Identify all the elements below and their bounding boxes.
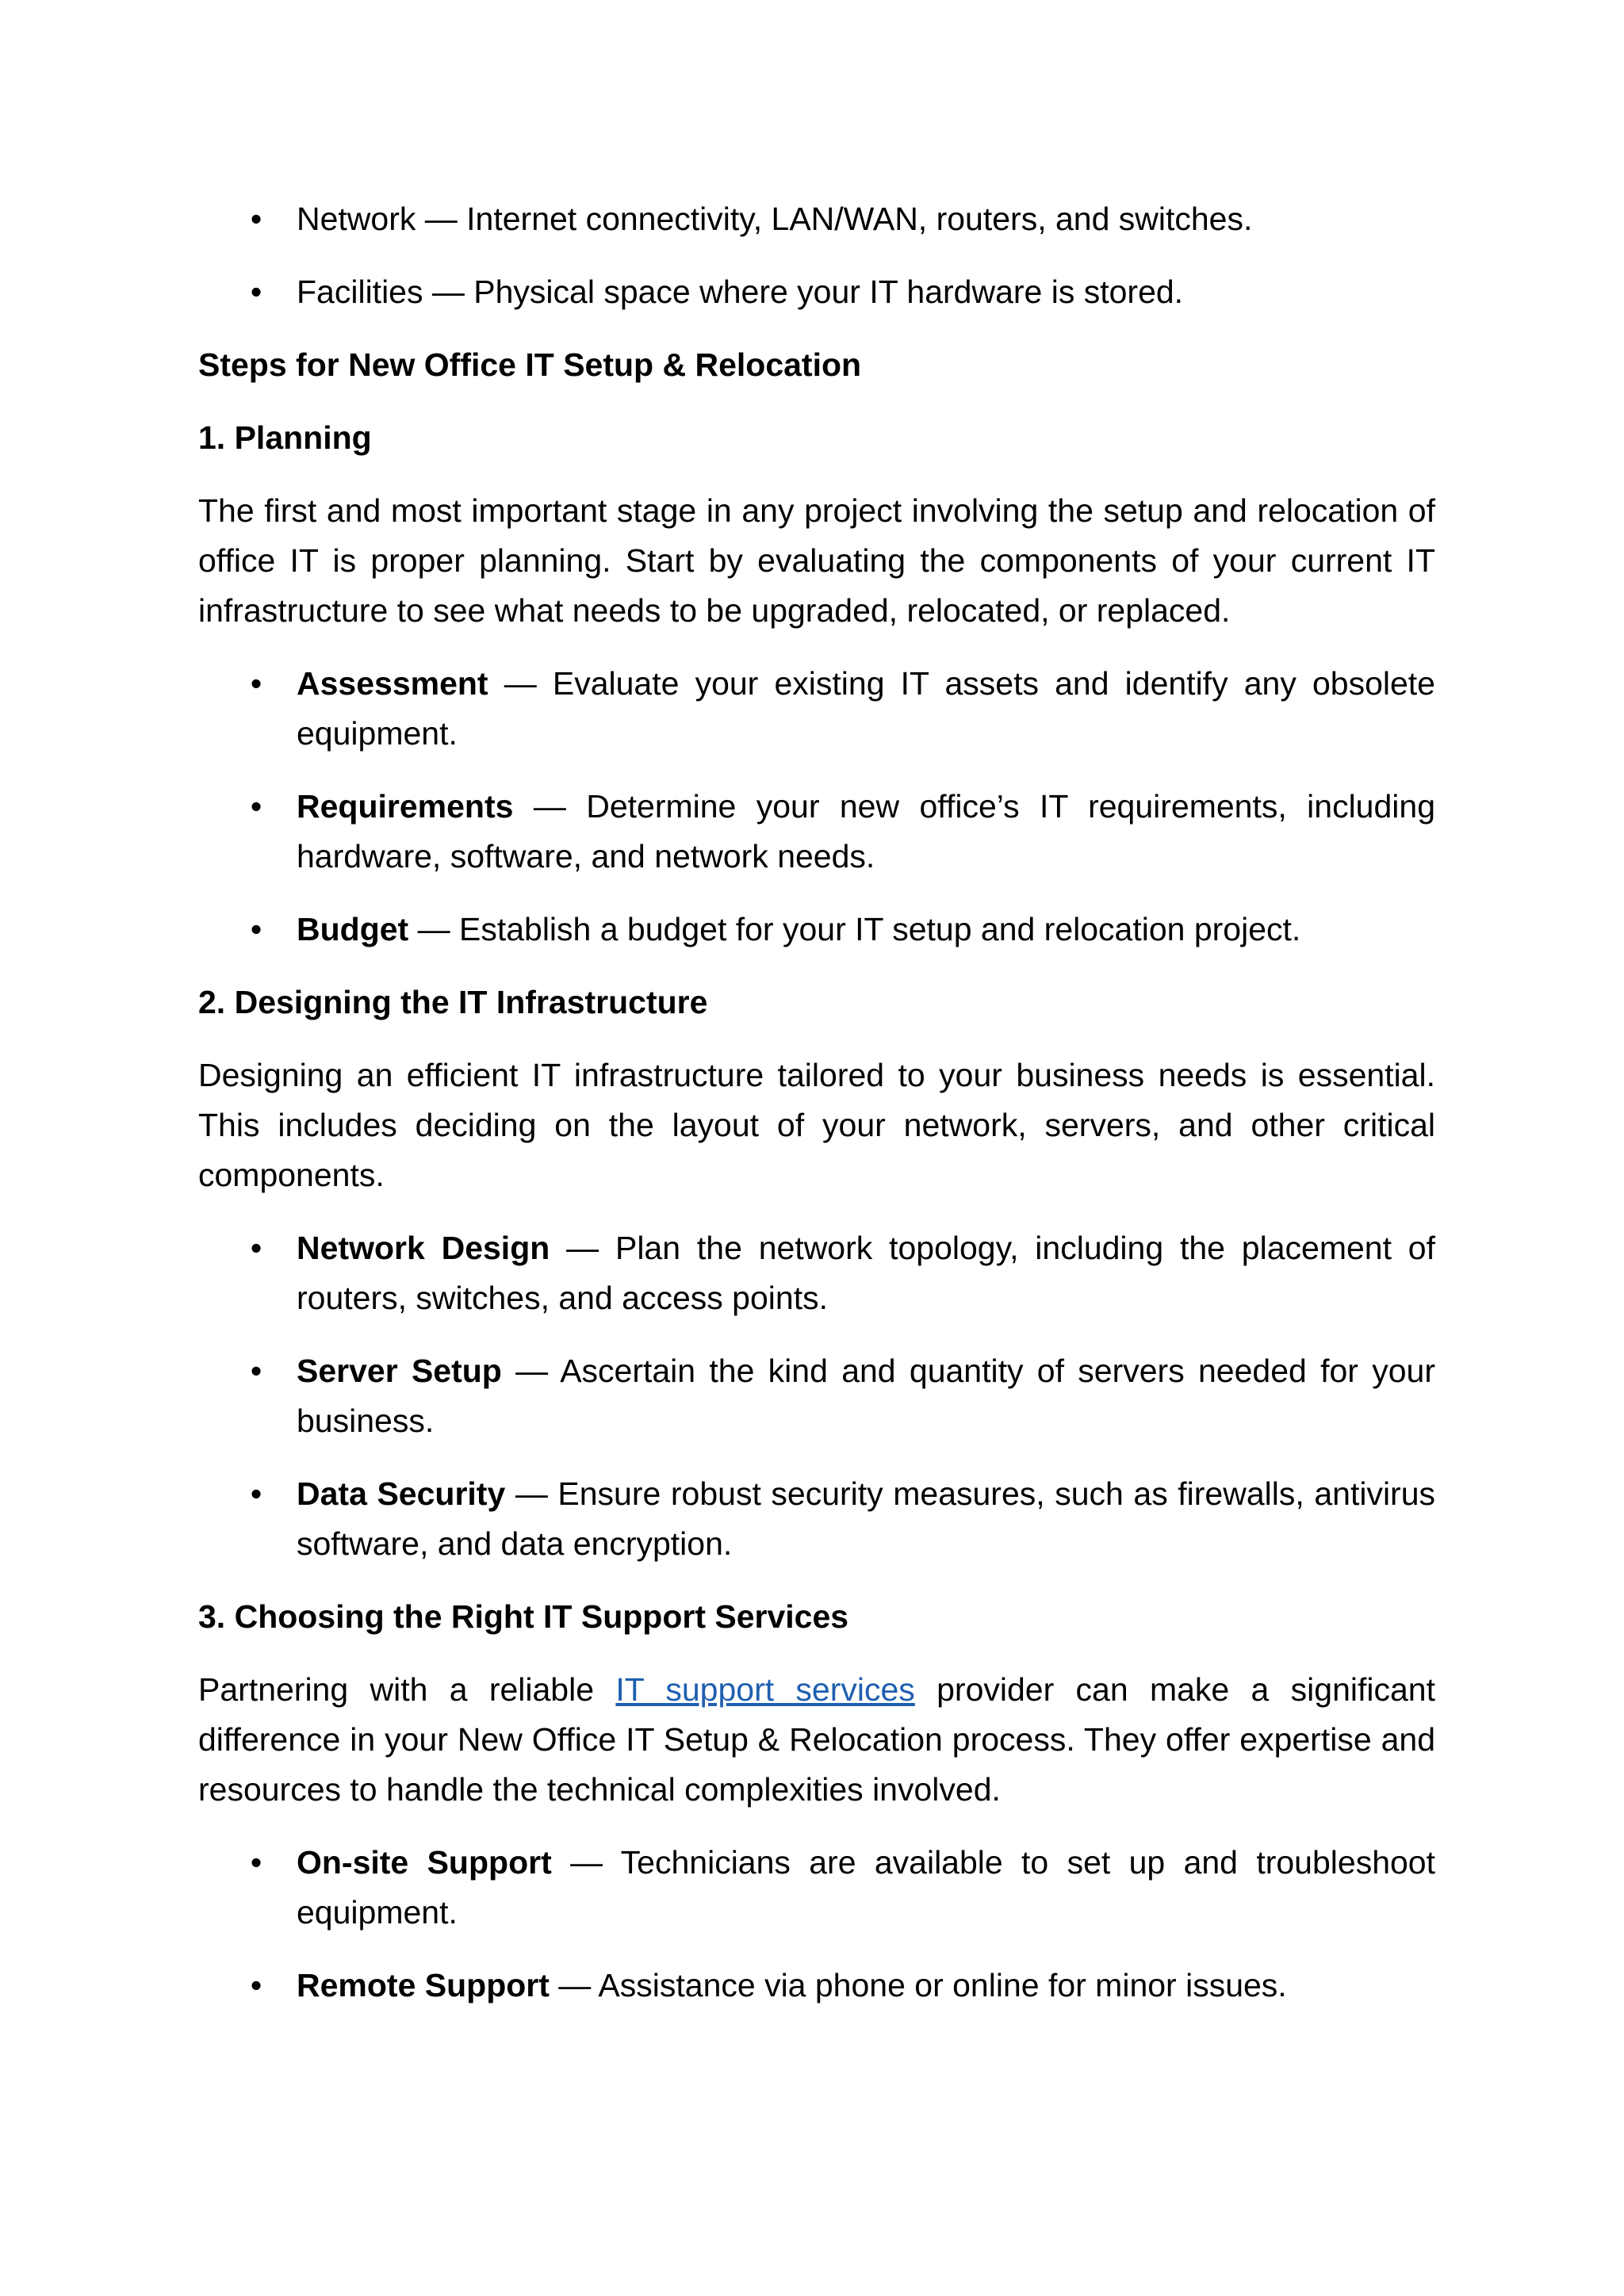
designing-bullet-list xyxy=(198,1223,1435,1569)
list-item-term: Server Setup xyxy=(297,1353,502,1389)
list-item xyxy=(198,1346,1435,1446)
list-item-term: Assessment xyxy=(297,665,488,702)
list-item-description: — Ascertain the kind and quantity of servers needed for your business. xyxy=(297,1353,1435,1439)
list-item-term: Budget xyxy=(297,911,409,947)
it-support-services-link[interactable]: IT support services xyxy=(615,1671,915,1708)
list-item xyxy=(198,194,1435,244)
list-item xyxy=(198,267,1435,317)
bullet-icon: • xyxy=(250,1230,262,1266)
list-item-text: Facilities — Physical space where your IT hardware is stored. xyxy=(297,274,1184,310)
bullet-icon: • xyxy=(250,1967,262,2003)
bullet-icon: • xyxy=(250,911,262,947)
list-item-description: — Plan the network topology, including the placement of routers, switches, and access points. xyxy=(297,1230,1436,1316)
designing-heading: 2. Designing the IT Infrastructure xyxy=(198,984,708,1020)
bullet-icon: • xyxy=(250,1353,262,1389)
support-heading: 3. Choosing the Right IT Support Services xyxy=(198,1598,849,1635)
list-item-term: Network Design xyxy=(297,1230,550,1266)
planning-heading: 1. Planning xyxy=(198,419,372,456)
bullet-icon: • xyxy=(250,788,262,825)
planning-paragraph: The first and most important stage in any project involving the setup and relocation of office IT is proper planning. Start by evaluating the components of your current IT infrastructure to see what needs to be upgraded, relocated, or replaced. xyxy=(198,492,1435,629)
bullet-icon: • xyxy=(250,665,262,702)
bullet-icon: • xyxy=(250,274,262,310)
list-item-text: Network — Internet connectivity, LAN/WAN, routers, and switches. xyxy=(297,201,1253,237)
list-item-term: On-site Support xyxy=(297,1844,552,1881)
section-title: Steps for New Office IT Setup & Relocation xyxy=(198,346,862,383)
list-item-term: Requirements xyxy=(297,788,514,825)
list-item xyxy=(198,659,1435,759)
list-item-term: Data Security xyxy=(297,1475,506,1512)
bullet-icon: • xyxy=(250,1844,262,1881)
list-item xyxy=(198,1223,1435,1323)
support-paragraph xyxy=(198,1665,1435,1815)
bullet-icon: • xyxy=(250,1475,262,1512)
list-item-description: — Evaluate your existing IT assets and identify any obsolete equipment. xyxy=(297,665,1435,752)
list-item xyxy=(198,1469,1435,1569)
list-item xyxy=(198,1961,1435,2011)
list-item-description: — Establish a budget for your IT setup and relocation project. xyxy=(408,911,1301,947)
list-item-description: — Ensure robust security measures, such as firewalls, antivirus software, and data encryption. xyxy=(297,1475,1436,1562)
support-paragraph-end: provider can make a significant difference in your New Office IT Setup & Relocation process. They offer expertise and resources to handle the technical complexities involved. xyxy=(198,1671,1435,1808)
list-item xyxy=(198,1838,1435,1938)
designing-paragraph: Designing an efficient IT infrastructure tailored to your business needs is essential. This includes deciding on the layout of your network, servers, and other critical components. xyxy=(198,1057,1435,1193)
support-paragraph-start: Partnering with a reliable xyxy=(198,1671,616,1708)
list-item xyxy=(198,905,1435,955)
list-item xyxy=(198,782,1435,882)
planning-bullet-list xyxy=(198,659,1435,955)
list-item-description: — Assistance via phone or online for minor issues. xyxy=(549,1967,1287,2003)
list-item-description: — Technicians are available to set up and troubleshoot equipment. xyxy=(297,1844,1435,1931)
list-item-description: — Determine your new office’s IT requirements, including hardware, software, and network needs. xyxy=(297,788,1435,874)
list-item-term: Remote Support xyxy=(297,1967,550,2003)
bullet-icon: • xyxy=(250,201,262,237)
support-bullet-list xyxy=(198,1838,1435,2011)
document-page xyxy=(198,194,1435,2034)
intro-bullet-list xyxy=(198,194,1435,317)
